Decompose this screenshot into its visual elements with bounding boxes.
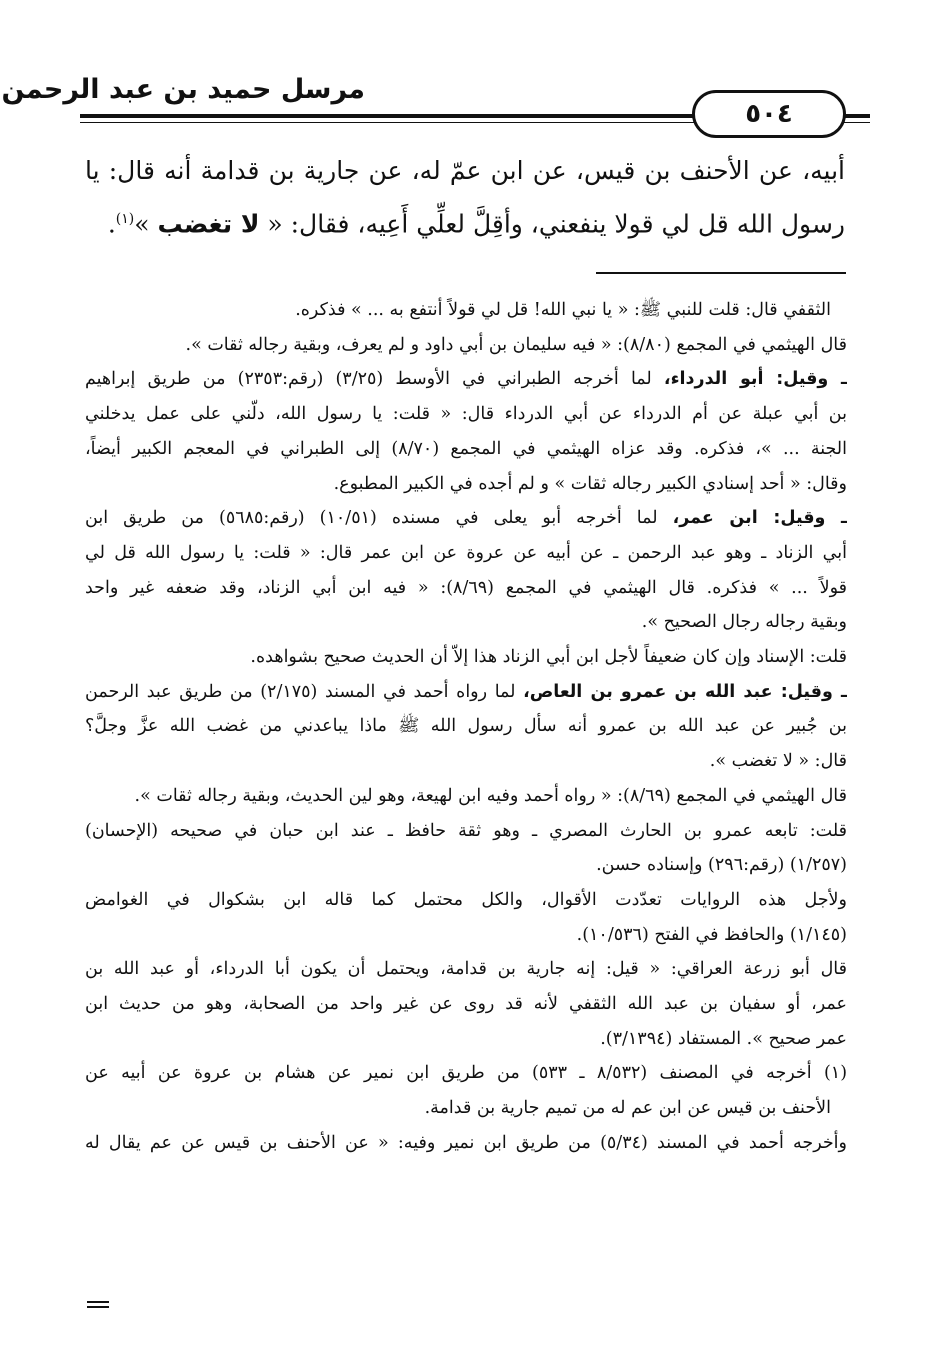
footnote-line: الأحنف بن قيس عن ابن عم له من تميم جارية بن قدامة. <box>424 1098 831 1119</box>
footnote-line: الجنة ... »، فذكره. وقد عزاه الهيثمي في المجمع (٨/٧٠) إلى الطبراني في المعجم الكبير أيضاً، <box>85 438 847 459</box>
footnote-line: قال الهيثمي في المجمع (٨/٨٠): « فيه سليمان بن أبي داود و لم يعرف، وبقية رجاله ثقات ». <box>185 334 847 355</box>
footnote-ref: (١) <box>115 211 135 227</box>
header-rule-thin <box>80 122 720 123</box>
footnote-line: قال: « لا تغضب ». <box>709 751 847 772</box>
footnote-line <box>85 362 847 397</box>
footnote-line: بن جُبير عن عبد الله بن عمرو أنه سأل رسول الله ﷺ ماذا يباعدني من غضب الله عزَّ وجلَّ؟ <box>85 716 847 737</box>
footnote-line <box>85 675 847 710</box>
footnote-line: (١/١٤٥) والحافظ في الفتح (١٠/٥٣٦). <box>576 924 847 945</box>
footnote-line: قلت: الإسناد وإن كان ضعيفاً لأجل ابن أبي الزناد هذا إلاّ أن الحديث صحيح بشواهده. <box>250 647 847 668</box>
footnote-line: بن أبي عبلة عن أم الدرداء عن أبي الدرداء قال: « قلت: يا رسول الله، دلّني على عمل يدخلني <box>85 404 847 425</box>
footnote-line: ولأجل هذه الروايات تعدّدت الأقوال، والكل محتمل كما قاله ابن بشكوال في الغوامض <box>85 889 847 910</box>
page-number: ٥٠٤ <box>745 99 793 129</box>
main-line-2-start: رسول الله قل لي قولا ينفعني، وأقِلَّ لعلِّي أَعِيه، فقال: « <box>267 209 845 239</box>
footnote-heading: ـ وقيل: عبد الله بن عمرو بن العاص، <box>523 681 847 702</box>
footnote-text: لما أخرجه الطبراني في الأوسط (٣/٢٥) (رقم:٢٣٥٣) من طريق إبراهيم <box>85 369 664 390</box>
header-rule-thick <box>80 114 720 118</box>
footnote-separator <box>596 272 846 274</box>
footnote-line: (١/٢٥٧) (رقم:٢٩٦) وإسناده حسن. <box>596 855 847 876</box>
page-number-frame <box>692 90 846 138</box>
footnote-text: لما أخرجه أبو يعلى في مسنده (١٠/٥١) (رقم:٥٦٨٥) من طريق ابن <box>85 508 673 529</box>
footnote-text: لما رواه أحمد في المسند (٢/١٧٥) من طريق عبد الرحمن <box>85 681 524 702</box>
footnote-line: عمر صحيح ». المستفاد (٣/١٣٩٤). <box>600 1028 847 1049</box>
footnote-line: وبقية رجاله رجال الصحيح ». <box>641 612 847 633</box>
main-text <box>85 147 845 248</box>
footnote-heading: ـ وقيل: ابن عمر، <box>672 508 847 529</box>
page-header <box>1 62 870 132</box>
main-line-1: أبيه، عن الأحنف بن قيس، عن ابن عمّ له، عن جارية بن قدامة أنه قال: يا <box>85 156 845 185</box>
main-line-2-close: » <box>134 209 150 239</box>
footnote-line: عمر، أو سفيان بن عبد الله الثقفي لأنه قد روى عن غير واحد من الصحابة، وهو من حديث ابن <box>85 994 847 1015</box>
main-line-2 <box>85 195 845 248</box>
main-line-2-end: . <box>107 209 116 239</box>
footnote-line: قولاً ... » فذكره. قال الهيثمي في المجمع (٨/٦٩): « فيه ابن أبي الزناد، وقد ضعفه غير واحد <box>85 577 847 598</box>
continuation-mark <box>87 1301 109 1311</box>
footnote-line: قال الهيثمي في المجمع (٨/٦٩): « رواه أحمد وفيه ابن لهيعة، وهو لين الحديث، وبقية رجاله ثقات ». <box>134 785 847 806</box>
hadith-phrase: لا تغضب <box>157 209 260 239</box>
running-title: مرسل حميد بن عبد الرحمن <box>1 74 365 105</box>
footnotes <box>85 293 847 1161</box>
footnote-line <box>85 501 847 536</box>
footnote-line: الثقفي قال: قلت للنبي ﷺ: « يا نبي الله! قل لي قولاً أنتفع به ... » فذكره. <box>295 300 831 320</box>
footnote-line: قال أبو زرعة العراقي: « قيل: إنه جارية بن قدامة، ويحتمل أن يكون أبا الدرداء، أو عبد الله بن <box>85 959 847 980</box>
footnote-line: أبي الزناد ـ وهو عبد الرحمن ـ عن أبيه عن عروة عن ابن عمر قال: « قلت: يا رسول الله قل لي <box>85 542 847 563</box>
footnote-line: قلت: تابعه عمرو بن الحارث المصري ـ وهو ثقة حافظ ـ عند ابن حبان في صحيحه (الإحسان) <box>85 820 847 841</box>
footnote-line: وقال: « أحد إسنادي الكبير رجاله ثقات » و لم أجده في الكبير المطبوع. <box>333 473 847 494</box>
footnote-line: وأخرجه أحمد في المسند (٥/٣٤) من طريق ابن نمير وفيه: « عن الأحنف بن قيس عن عم يقال له <box>85 1132 847 1153</box>
footnote-line: (١) أخرجه في المصنف (٨/٥٣٢ ـ ٥٣٣) من طريق ابن نمير عن هشام بن عروة عن أبيه عن <box>85 1063 847 1084</box>
footnote-heading: ـ وقيل: أبو الدرداء، <box>663 369 847 390</box>
